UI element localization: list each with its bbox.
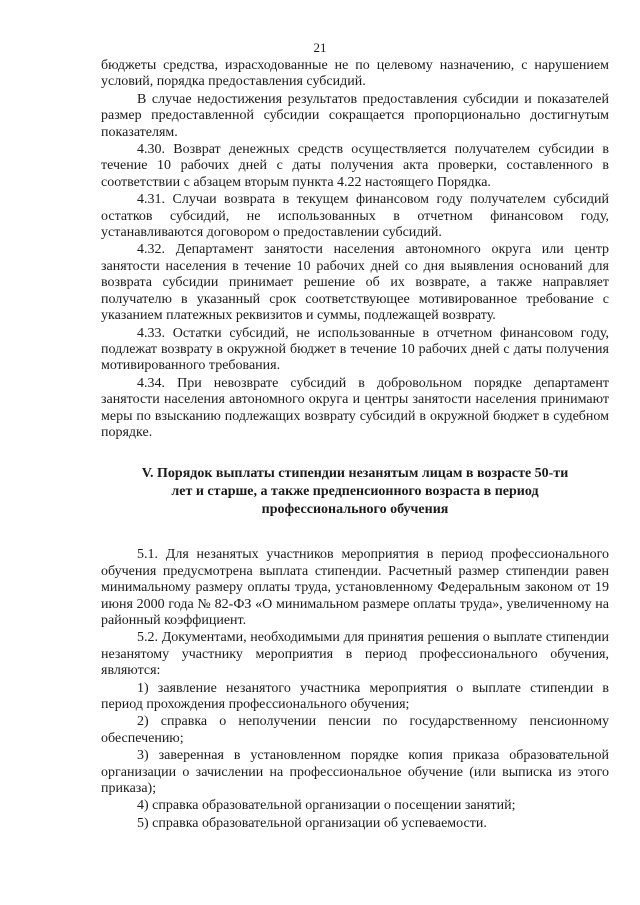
page-number: 21 [313, 40, 327, 55]
list-item: 3) заверенная в установленном порядке копия приказа образовательной организации о зачислении на профессиональное обучение (или выписка из этого приказа); [101, 748, 609, 797]
paragraph: 4.34. При невозврате субсидий в добровольном порядке департамент занятости населения автономного округа и центры занятости населения принимают меры по взысканию подлежащих возврату субсидий в окружной бюджет в судебном порядке. [101, 375, 609, 440]
document-body [101, 58, 609, 832]
list-item: 1) заявление незанятого участника мероприятия о выплате стипендии в период прохождения профессионального обучения; [101, 680, 609, 712]
paragraph: 4.32. Департамент занятости населения автономного округа или центр занятости населения в течение 10 рабочих дней со дня выявления оснований для возврата субсидии принимает решение об их возврате, а также направляет получателю в указанный срок соответствующее мотивированное требование с указанием платежных реквизитов и суммы, подлежащей возврату. [101, 242, 609, 324]
section-heading: V. Порядок выплаты стипендии незанятым лицам в возрасте 50-ти лет и старше, а также предпенсионного возраста в период профессионального обучения [141, 466, 569, 518]
paragraph: бюджеты средства, израсходованные не по целевому назначению, с нарушением условий, порядка предоставления субсидий. [101, 58, 609, 90]
paragraph: 4.30. Возврат денежных средств осуществляется получателем субсидии в течение 10 рабочих дней с даты получения акта проверки, составленного в соответствии с абзацем вторым пункта 4.22 настоящего Порядка. [101, 142, 609, 190]
paragraph: В случае недостижения результатов предоставления субсидии и показателей размер предоставленной субсидии сокращается пропорционально достигнутым показателям. [101, 91, 609, 140]
list-item: 5) справка образовательной организации об успеваемости. [137, 815, 487, 831]
paragraph: 4.33. Остатки субсидий, не использованные в отчетном финансовом году, подлежат возврату в окружной бюджет в течение 10 рабочих дней с даты получения мотивированного требования. [101, 325, 609, 374]
paragraph: 4.31. Случаи возврата в текущем финансовом году получателем субсидий остатков субсидий, не использованных в отчетном финансовом году, устанавливаются договором о предоставлении субсидий. [101, 192, 609, 241]
paragraph: 5.2. Документами, необходимыми для принятия решения о выплате стипендии незанятому участнику мероприятия в период профессионального обучения, являются: [101, 630, 609, 679]
list-item: 4) справка образовательной организации о посещении занятий; [137, 798, 516, 814]
paragraph: 5.1. Для незанятых участников мероприятия в период профессионального обучения предусмотрена выплата стипендии. Расчетный размер стипендии равен минимальному размеру оплаты труда, установленному Федеральным законом от 19 июня 2000 года № 82-ФЗ «О минимальном размере оплаты труда», увеличенному на районный коэффициент. [101, 547, 609, 628]
list-item: 2) справка о неполучении пенсии по государственному пенсионному обеспечению; [101, 714, 609, 746]
